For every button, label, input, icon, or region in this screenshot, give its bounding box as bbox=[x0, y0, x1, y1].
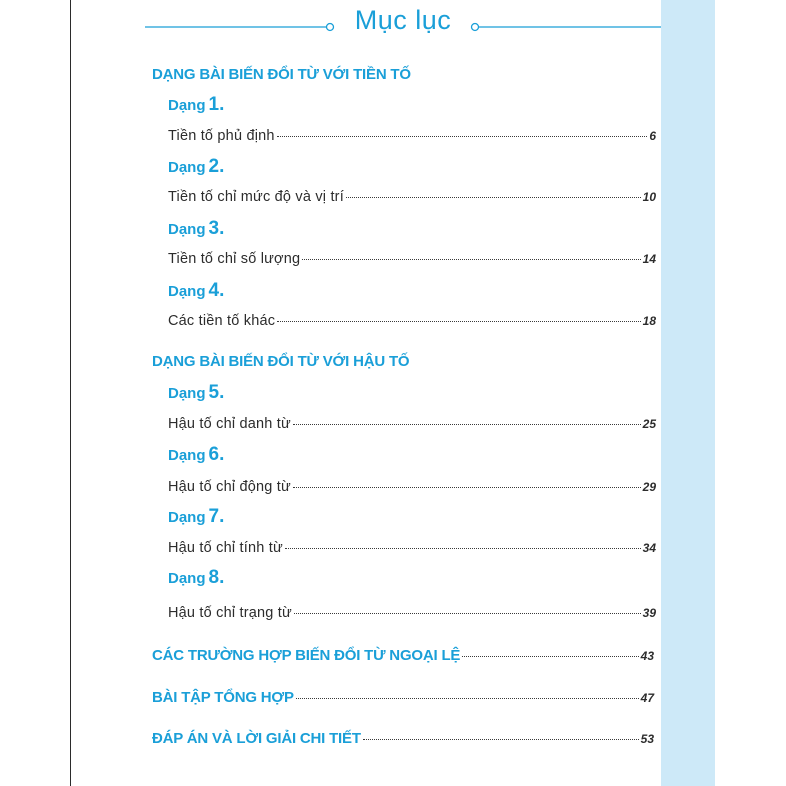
dot-leader bbox=[285, 548, 641, 549]
page-binding-line bbox=[70, 0, 71, 786]
dot-leader bbox=[363, 739, 639, 740]
section-heading-text: ĐÁP ÁN VÀ LỜI GIẢI CHI TIẾT bbox=[152, 730, 361, 747]
dot-leader bbox=[294, 613, 641, 614]
page-number: 34 bbox=[642, 541, 656, 555]
section-heading-text: DẠNG BÀI BIẾN ĐỔI TỪ VỚI HẬU TỐ bbox=[152, 353, 410, 370]
toc-entry[interactable] bbox=[168, 128, 656, 144]
toc-entry[interactable] bbox=[168, 189, 656, 205]
title-row bbox=[145, 2, 661, 42]
dot-leader bbox=[462, 656, 638, 657]
section-heading-text: BÀI TẬP TỔNG HỢP bbox=[152, 689, 294, 706]
dot-leader bbox=[346, 197, 641, 198]
entry-title: Hậu tố chỉ danh từ bbox=[168, 416, 291, 432]
toc-entry-exceptions[interactable] bbox=[152, 647, 654, 664]
toc-entry[interactable] bbox=[168, 251, 656, 267]
dot-leader bbox=[296, 698, 639, 699]
dang-8-label: Dạng 8. bbox=[168, 567, 225, 588]
dot-leader bbox=[293, 424, 641, 425]
page-number: 47 bbox=[640, 691, 654, 705]
entry-title: Tiền tố chỉ mức độ và vị trí bbox=[168, 189, 344, 205]
toc-entry[interactable] bbox=[168, 416, 656, 432]
toc-title: Mục lục bbox=[354, 5, 452, 35]
entry-title: Hậu tố chỉ tính từ bbox=[168, 540, 283, 556]
dot-leader bbox=[293, 487, 641, 488]
section-heading-text: CÁC TRƯỜNG HỢP BIẾN ĐỔI TỪ NGOẠI LỆ bbox=[152, 647, 461, 664]
dang-1-label: Dạng 1. bbox=[168, 94, 225, 115]
section-heading-prefix[interactable] bbox=[152, 66, 654, 83]
toc-entry-answers[interactable] bbox=[152, 730, 654, 747]
toc-entry[interactable] bbox=[168, 540, 656, 556]
dang-5-label: Dạng 5. bbox=[168, 382, 225, 403]
entry-title: Tiền tố chỉ số lượng bbox=[168, 251, 301, 267]
dang-2-label: Dạng 2. bbox=[168, 156, 225, 177]
dot-leader bbox=[277, 136, 648, 137]
toc-entry[interactable] bbox=[168, 313, 656, 329]
section-heading-suffix[interactable] bbox=[152, 353, 654, 370]
page-number: 43 bbox=[640, 649, 654, 663]
dot-leader bbox=[277, 321, 640, 322]
dang-3-label: Dạng 3. bbox=[168, 218, 225, 239]
dang-6-label: Dạng 6. bbox=[168, 444, 225, 465]
entry-title: Các tiền tố khác bbox=[168, 313, 276, 329]
page-number: 18 bbox=[642, 314, 656, 328]
page-number: 6 bbox=[649, 129, 656, 143]
entry-title: Hậu tố chỉ trạng từ bbox=[168, 605, 292, 621]
section-heading-text: DẠNG BÀI BIẾN ĐỔI TỪ VỚI TIỀN TỐ bbox=[152, 66, 411, 83]
page-number: 14 bbox=[642, 252, 656, 266]
entry-title: Tiền tố phủ định bbox=[168, 128, 275, 144]
toc-entry[interactable] bbox=[168, 605, 656, 621]
page-number: 39 bbox=[642, 606, 656, 620]
dang-4-label: Dạng 4. bbox=[168, 280, 225, 301]
page-number: 53 bbox=[640, 732, 654, 746]
dang-7-label: Dạng 7. bbox=[168, 506, 225, 527]
dot-leader bbox=[302, 259, 640, 260]
toc-entry-exercises[interactable] bbox=[152, 689, 654, 706]
page-number: 25 bbox=[642, 417, 656, 431]
page-number: 10 bbox=[642, 190, 656, 204]
page-number: 29 bbox=[642, 480, 656, 494]
entry-title: Hậu tố chỉ động từ bbox=[168, 479, 291, 495]
toc-entry[interactable] bbox=[168, 479, 656, 495]
